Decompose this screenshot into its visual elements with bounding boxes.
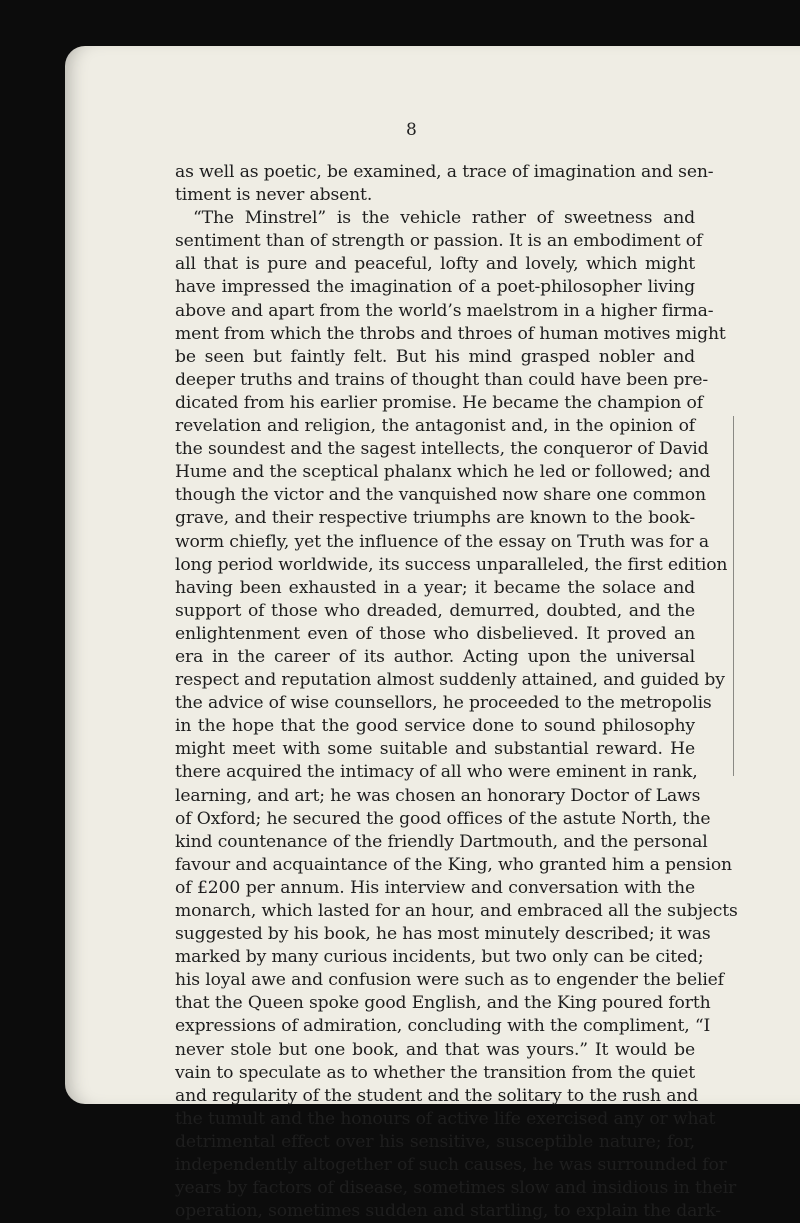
text-line: in the hope that the good service done to sound philosophy: [175, 716, 695, 737]
text-line: learning, and art; he was chosen an honorary Doctor of Laws: [175, 785, 701, 806]
text-line: suggested by his book, he has most minutely described; it was: [175, 924, 711, 945]
text-line: monarch, which lasted for an hour, and embraced all the subjects: [175, 901, 738, 921]
text-line: all that is pure and peaceful, lofty and lovely, which might: [175, 254, 695, 275]
text-line: his loyal awe and confusion were such as to engender the belief: [175, 970, 724, 991]
text-line: respect and reputation almost suddenly attained, and guided by: [175, 670, 725, 691]
text-line: favour and acquaintance of the King, who granted him a pension: [175, 854, 732, 875]
text-line: that the Queen spoke good English, and the King poured forth: [175, 993, 711, 1014]
text-line: worm chiefly, yet the influence of the essay on Truth was for a: [175, 531, 709, 552]
text-line: era in the career of its author. Acting upon the universal: [175, 646, 695, 667]
text-line: the advice of wise counsellors, he proceeded to the metropolis: [175, 693, 712, 714]
text-line: of Oxford; he secured the good offices of the astute North, the: [175, 808, 711, 829]
text-line: enlightenment even of those who disbelieved. It proved an: [175, 623, 695, 644]
margin-mark: [733, 416, 734, 776]
text-line: years by factors of disease, sometimes slow and insidious in their: [175, 1178, 737, 1199]
text-line: dicated from his earlier promise. He became the champion of: [175, 392, 703, 413]
text-line: “The Minstrel” is the vehicle rather of sweetness and: [193, 208, 695, 229]
text-line: expressions of admiration, concluding with the compliment, “I: [175, 1016, 711, 1037]
text-line: support of those who dreaded, demurred, doubted, and the: [175, 600, 695, 621]
text-line: sentiment than of strength or passion. It is an embodiment of: [175, 231, 703, 252]
text-line: kind countenance of the friendly Dartmouth, and the personal: [175, 831, 708, 852]
text-line: above and apart from the world’s maelstrom in a higher firma-: [175, 300, 714, 321]
text-line: revelation and religion, the antagonist and, in the opinion of: [175, 416, 695, 437]
text-line: vain to speculate as to whether the transition from the quiet: [175, 1062, 695, 1083]
text-line: and regularity of the student and the solitary to the rush and: [175, 1085, 699, 1106]
text-line: of £200 per annum. His interview and conversation with the: [175, 877, 695, 898]
text-line: independently altogether of such causes, he was surrounded for: [175, 1155, 727, 1176]
text-line: never stole but one book, and that was yours.” It would be: [175, 1039, 695, 1060]
text-line: timent is never absent.: [175, 185, 373, 206]
text-line: ment from which the throbs and throes of human motives might: [175, 323, 726, 344]
text-line: have impressed the imagination of a poet-philosopher living: [175, 277, 695, 298]
text-line: might meet with some suitable and substantial reward. He: [175, 739, 695, 760]
text-line: the tumult and the honours of active life exercised any or what: [175, 1108, 716, 1129]
book-page: [65, 46, 800, 1222]
page-number: 8: [406, 120, 417, 140]
body-text: [175, 161, 738, 1223]
text-line: grave, and their respective triumphs are known to the book-: [175, 508, 695, 529]
text-line: operation, sometimes sudden and startling, to explain the dark-: [175, 1201, 721, 1222]
text-line: detrimental effect over his sensitive, susceptible nature; for,: [175, 1131, 695, 1152]
text-line: the soundest and the sagest intellects, the conqueror of David: [175, 439, 709, 460]
text-line: long period worldwide, its success unparalleled, the first edition: [175, 554, 728, 575]
text-line: be seen but faintly felt. But his mind grasped nobler and: [175, 346, 695, 367]
text-line: having been exhausted in a year; it became the solace and: [175, 577, 695, 598]
text-line: though the victor and the vanquished now share one common: [175, 485, 706, 506]
text-line: deeper truths and trains of thought than could have been pre-: [175, 369, 709, 390]
text-line: marked by many curious incidents, but two only can be cited;: [175, 947, 704, 968]
text-line: as well as poetic, be examined, a trace of imagination and sen-: [175, 162, 714, 182]
text-line: Hume and the sceptical phalanx which he led or followed; and: [175, 462, 711, 483]
text-line: there acquired the intimacy of all who were eminent in rank,: [175, 762, 698, 783]
